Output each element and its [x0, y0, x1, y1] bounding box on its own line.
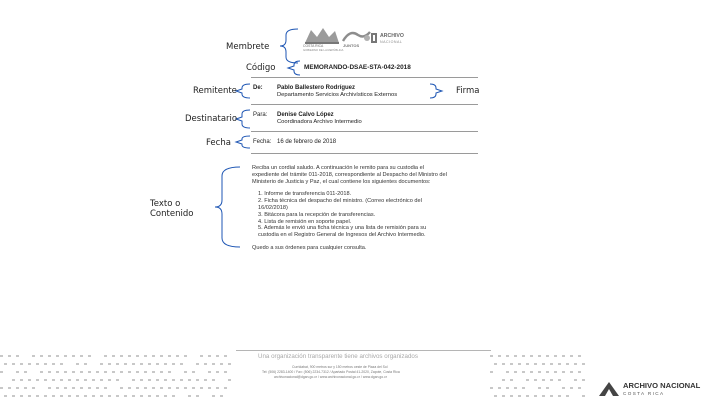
- pattern-dot: [192, 387, 195, 389]
- pattern-dot: [16, 387, 19, 389]
- pattern-dot: [522, 387, 525, 389]
- pattern-dot: [558, 379, 561, 381]
- de-name: Pablo Ballestero Rodríguez: [277, 85, 356, 91]
- pattern-dot: [546, 387, 549, 389]
- pattern-dot: [164, 379, 167, 381]
- pattern-dot: [562, 371, 565, 373]
- list-item: 4. Lista de remisión en soporte papel.: [258, 218, 352, 225]
- pattern-dot: [20, 363, 23, 365]
- pattern-dot: [56, 387, 59, 389]
- pattern-dot: [148, 363, 151, 365]
- pattern-dot: [216, 371, 219, 373]
- divider-3: [251, 153, 478, 154]
- de-label: De:: [253, 85, 263, 91]
- pattern-dot: [44, 395, 47, 397]
- pattern-dot: [184, 355, 187, 357]
- pattern-dot: [554, 355, 557, 357]
- pattern-dot: [112, 355, 115, 357]
- costa-rica-logo: [303, 25, 344, 52]
- logo-juntos: JUNTOS: [343, 43, 360, 48]
- annotation-firma: Firma: [456, 86, 480, 96]
- pattern-dot: [96, 387, 99, 389]
- body-list: [252, 191, 447, 239]
- pattern-dot: [172, 379, 175, 381]
- bracket-membrete: [280, 29, 298, 63]
- pattern-dot: [542, 363, 545, 365]
- pattern-dot: [84, 379, 87, 381]
- pattern-dot: [204, 379, 207, 381]
- pattern-dot: [64, 371, 67, 373]
- pattern-dot: [108, 363, 111, 365]
- logo-archivo: ARCHIVO: [380, 33, 404, 39]
- pattern-dot: [220, 395, 223, 397]
- body-closing: Quedo a sus órdenes para cualquier consulta.: [252, 244, 367, 251]
- pattern-dot: [510, 395, 513, 397]
- pattern-dot: [578, 355, 581, 357]
- pattern-dot: [534, 363, 537, 365]
- pattern-dot: [558, 363, 561, 365]
- pattern-dot: [152, 387, 155, 389]
- pattern-dot: [60, 363, 63, 365]
- pattern-dot: [24, 371, 27, 373]
- pattern-dot: [72, 371, 75, 373]
- de-dept: Departamento Servicios Archivísticos Externos: [277, 92, 398, 98]
- pattern-dot: [128, 371, 131, 373]
- pattern-dot: [92, 395, 95, 397]
- bracket-firma: [430, 84, 442, 98]
- pattern-dot: [184, 387, 187, 389]
- pattern-dot: [116, 379, 119, 381]
- pattern-dot: [156, 379, 159, 381]
- pattern-dot: [228, 379, 231, 381]
- pattern-dot: [506, 355, 509, 357]
- para-label: Para:: [253, 112, 268, 118]
- pattern-dot: [140, 395, 143, 397]
- pattern-dot: [582, 363, 585, 365]
- pattern-dot: [48, 387, 51, 389]
- body-line-3: Ministerio de Justicia y Paz, el cual contiene los siguientes documentos:: [252, 178, 431, 185]
- memo-code: MEMORANDO-DSAE-STA-042-2018: [304, 64, 411, 71]
- pattern-dot: [160, 355, 163, 357]
- pattern-dot: [16, 371, 19, 373]
- pattern-dot: [76, 395, 79, 397]
- pattern-dot: [132, 395, 135, 397]
- pattern-dot: [60, 379, 63, 381]
- pattern-dot: [522, 371, 525, 373]
- pattern-dot: [542, 395, 545, 397]
- pattern-dot: [140, 363, 143, 365]
- pattern-dot: [132, 379, 135, 381]
- pattern-dot: [518, 395, 521, 397]
- pattern-dot: [36, 395, 39, 397]
- pattern-dot: [494, 363, 497, 365]
- pattern-dot: [128, 387, 131, 389]
- pattern-dot: [216, 387, 219, 389]
- bracket-codigo: [288, 61, 300, 75]
- pattern-dot: [20, 395, 23, 397]
- pattern-dot: [88, 355, 91, 357]
- annotation-fecha: Fecha: [206, 138, 231, 148]
- pattern-dot: [550, 395, 553, 397]
- annotation-texto-2: Contenido: [150, 209, 194, 219]
- costa-rica-emblem-icon: [303, 25, 341, 45]
- dot-pattern-left: [0, 355, 240, 405]
- archivo-emblem-icon: [370, 32, 378, 44]
- pattern-dot: [494, 395, 497, 397]
- pattern-dot: [582, 379, 585, 381]
- pattern-dot: [172, 395, 175, 397]
- list-item: 3. Bitácora para la recepción de transferencias.: [258, 211, 376, 218]
- logo-center-top: COSTA RICA: [303, 44, 324, 48]
- pattern-dot: [160, 371, 163, 373]
- annotation-codigo: Código: [246, 63, 276, 73]
- pattern-dot: [28, 363, 31, 365]
- pattern-dot: [16, 355, 19, 357]
- pattern-dot: [196, 363, 199, 365]
- pattern-dot: [120, 371, 123, 373]
- footer-line-1: Curridabat, 900 metros sur y 150 metros oeste de Plaza del Sol: [292, 365, 388, 369]
- annotation-membrete: Membrete: [226, 42, 270, 52]
- pattern-dot: [160, 387, 163, 389]
- pattern-dot: [510, 379, 513, 381]
- pattern-dot: [0, 387, 3, 389]
- pattern-dot: [120, 355, 123, 357]
- pattern-dot: [574, 363, 577, 365]
- pattern-dot: [64, 355, 67, 357]
- pattern-dot: [12, 379, 15, 381]
- pattern-dot: [582, 395, 585, 397]
- para-name: Denise Calvo López: [277, 112, 334, 118]
- pattern-dot: [566, 363, 569, 365]
- body-line-1: Reciba un cordial saludo. A continuación le remito para su custodia el: [252, 165, 424, 171]
- pattern-dot: [148, 379, 151, 381]
- dot-pattern-right: [490, 355, 590, 405]
- pattern-dot: [212, 379, 215, 381]
- pattern-dot: [522, 355, 525, 357]
- divider-2: [251, 131, 478, 132]
- pattern-dot: [498, 387, 501, 389]
- pattern-dot: [100, 363, 103, 365]
- divider-1: [251, 104, 478, 105]
- pattern-dot: [36, 379, 39, 381]
- pattern-dot: [28, 379, 31, 381]
- pattern-dot: [204, 363, 207, 365]
- pattern-dot: [550, 379, 553, 381]
- pattern-dot: [228, 363, 231, 365]
- list-item: 2. Ficha técnica del despacho del ministro. (Correo electrónico del: [258, 198, 422, 205]
- pattern-dot: [76, 379, 79, 381]
- pattern-dot: [116, 395, 119, 397]
- pattern-dot: [224, 355, 227, 357]
- pattern-dot: [176, 387, 179, 389]
- pattern-dot: [80, 355, 83, 357]
- pattern-dot: [48, 355, 51, 357]
- pattern-dot: [578, 387, 581, 389]
- pattern-dot: [88, 387, 91, 389]
- bracket-texto: [215, 167, 240, 247]
- pattern-dot: [76, 363, 79, 365]
- annotation-remitente: Remitente: [193, 86, 237, 96]
- footer-divider: [236, 350, 491, 351]
- pattern-dot: [208, 355, 211, 357]
- pattern-dot: [534, 395, 537, 397]
- bracket-remitente: [236, 84, 250, 98]
- pattern-dot: [56, 355, 59, 357]
- pattern-dot: [550, 363, 553, 365]
- divider-top: [251, 77, 478, 78]
- footer-slogan: Una organización transparente tiene archivos organizados: [258, 353, 418, 360]
- logo-center-sub: GOBIERNO DE LA REPÚBLICA: [303, 48, 344, 52]
- pattern-dot: [24, 387, 27, 389]
- pattern-dot: [152, 355, 155, 357]
- para-dept: Coordinadora Archivo Intermedio: [277, 119, 362, 125]
- pattern-dot: [80, 387, 83, 389]
- pattern-dot: [92, 379, 95, 381]
- list-item: 5. Además le envió una ficha técnica y una lista de remisión para su: [258, 225, 427, 232]
- pattern-dot: [220, 363, 223, 365]
- pattern-dot: [546, 371, 549, 373]
- pattern-dot: [498, 355, 501, 357]
- list-item: 16/02/2018): [258, 204, 288, 211]
- bracket-fecha: [236, 136, 250, 148]
- pattern-dot: [570, 371, 573, 373]
- pattern-dot: [506, 387, 509, 389]
- pattern-dot: [104, 371, 107, 373]
- annotation-texto-1: Texto o: [150, 199, 181, 209]
- pattern-dot: [164, 395, 167, 397]
- pattern-dot: [490, 371, 493, 373]
- pattern-dot: [546, 355, 549, 357]
- pattern-dot: [526, 363, 529, 365]
- pattern-dot: [200, 355, 203, 357]
- pattern-dot: [8, 387, 11, 389]
- pattern-dot: [12, 395, 15, 397]
- pattern-dot: [12, 363, 15, 365]
- pattern-dot: [40, 355, 43, 357]
- pattern-dot: [56, 371, 59, 373]
- fecha-label: Fecha:: [253, 139, 272, 145]
- pattern-dot: [542, 379, 545, 381]
- footer-line-2: Tel: (506) 2283-1400 / Fax: (506) 2234-7312 / Apartado Postal 41-2020, Zapote, Costa Rica: [262, 370, 400, 374]
- pattern-dot: [502, 379, 505, 381]
- pattern-dot: [60, 395, 63, 397]
- fecha-value: 16 de febrero de 2018: [277, 139, 337, 145]
- pattern-dot: [570, 387, 573, 389]
- pattern-dot: [156, 395, 159, 397]
- pattern-dot: [168, 387, 171, 389]
- pattern-dot: [128, 355, 131, 357]
- pattern-dot: [558, 395, 561, 397]
- pattern-dot: [216, 355, 219, 357]
- pattern-dot: [180, 363, 183, 365]
- pattern-dot: [200, 387, 203, 389]
- pattern-dot: [152, 371, 155, 373]
- pattern-dot: [188, 379, 191, 381]
- pattern-dot: [136, 387, 139, 389]
- pattern-dot: [132, 363, 135, 365]
- pattern-dot: [140, 379, 143, 381]
- archivo-logo: [370, 28, 410, 52]
- pattern-dot: [172, 363, 175, 365]
- pattern-dot: [112, 371, 115, 373]
- list-item: 1. Informe de transferencia 011-2018.: [258, 191, 352, 198]
- body-line-2: expediente del trámite 011-2018, correspondiente al Despacho del Ministro del: [252, 171, 447, 178]
- pattern-dot: [20, 379, 23, 381]
- pattern-dot: [28, 395, 31, 397]
- pattern-dot: [530, 355, 533, 357]
- memo-body: [252, 165, 447, 252]
- annotation-destinatario: Destinatario: [185, 114, 238, 124]
- pattern-dot: [108, 395, 111, 397]
- pattern-dot: [562, 355, 565, 357]
- pattern-dot: [136, 371, 139, 373]
- pattern-dot: [534, 379, 537, 381]
- pattern-dot: [0, 355, 3, 357]
- pattern-dot: [514, 387, 517, 389]
- pattern-dot: [514, 371, 517, 373]
- pattern-dot: [44, 379, 47, 381]
- pattern-dot: [184, 371, 187, 373]
- pattern-dot: [104, 355, 107, 357]
- pattern-dot: [116, 363, 119, 365]
- pattern-dot: [84, 395, 87, 397]
- pattern-dot: [104, 387, 107, 389]
- pattern-dot: [208, 387, 211, 389]
- archivo-nacional-brand: [598, 378, 720, 402]
- pattern-dot: [208, 371, 211, 373]
- pattern-dot: [518, 363, 521, 365]
- pattern-dot: [4, 363, 7, 365]
- pattern-dot: [526, 379, 529, 381]
- pattern-dot: [196, 395, 199, 397]
- pattern-dot: [48, 371, 51, 373]
- pattern-dot: [530, 371, 533, 373]
- pattern-dot: [124, 363, 127, 365]
- pattern-dot: [490, 387, 493, 389]
- pattern-dot: [52, 379, 55, 381]
- pattern-dot: [44, 363, 47, 365]
- pattern-dot: [168, 355, 171, 357]
- pattern-dot: [4, 395, 7, 397]
- pattern-dot: [136, 355, 139, 357]
- pattern-dot: [68, 379, 71, 381]
- pattern-dot: [570, 355, 573, 357]
- pattern-dot: [68, 395, 71, 397]
- pattern-dot: [538, 387, 541, 389]
- pattern-dot: [148, 395, 151, 397]
- archivo-nacional-emblem-icon: [598, 380, 620, 398]
- pattern-dot: [514, 355, 517, 357]
- logo-archivo-sub: NACIONAL: [380, 40, 403, 44]
- pattern-dot: [36, 363, 39, 365]
- pattern-dot: [100, 395, 103, 397]
- pattern-dot: [538, 371, 541, 373]
- pattern-dot: [52, 363, 55, 365]
- pattern-dot: [168, 371, 171, 373]
- bracket-destinatario: [236, 110, 250, 128]
- pattern-dot: [180, 379, 183, 381]
- pattern-dot: [52, 395, 55, 397]
- pattern-dot: [64, 387, 67, 389]
- pattern-dot: [0, 371, 3, 373]
- pattern-dot: [506, 371, 509, 373]
- pattern-dot: [156, 363, 159, 365]
- pattern-dot: [88, 371, 91, 373]
- pattern-dot: [32, 355, 35, 357]
- pattern-dot: [176, 355, 179, 357]
- pattern-dot: [72, 355, 75, 357]
- pattern-dot: [100, 379, 103, 381]
- pattern-dot: [212, 395, 215, 397]
- pattern-dot: [578, 371, 581, 373]
- pattern-dot: [124, 395, 127, 397]
- pattern-dot: [212, 363, 215, 365]
- pattern-dot: [490, 355, 493, 357]
- pattern-dot: [144, 387, 147, 389]
- pattern-dot: [72, 387, 75, 389]
- pattern-dot: [144, 355, 147, 357]
- pattern-dot: [108, 379, 111, 381]
- pattern-dot: [8, 355, 11, 357]
- pattern-dot: [192, 371, 195, 373]
- pattern-dot: [40, 371, 43, 373]
- pattern-dot: [510, 363, 513, 365]
- juntos-logo: [340, 29, 372, 51]
- pattern-dot: [574, 379, 577, 381]
- pattern-dot: [80, 371, 83, 373]
- list-item: custodia en el Registro General de Ingresos del Archivo Intermedio.: [258, 232, 426, 239]
- pattern-dot: [84, 363, 87, 365]
- pattern-dot: [562, 387, 565, 389]
- pattern-dot: [566, 395, 569, 397]
- pattern-dot: [502, 363, 505, 365]
- pattern-dot: [96, 371, 99, 373]
- pattern-dot: [224, 387, 227, 389]
- pattern-dot: [526, 395, 529, 397]
- footer-line-3: archivonacional@dgan.go.cr / www.archivonacional.go.cr / www.dgan.go.cr: [274, 375, 387, 379]
- pattern-dot: [188, 395, 191, 397]
- pattern-dot: [32, 387, 35, 389]
- pattern-dot: [502, 395, 505, 397]
- brand-name: ARCHIVO NACIONAL: [623, 381, 701, 390]
- pattern-dot: [538, 355, 541, 357]
- pattern-dot: [224, 371, 227, 373]
- juntos-swirl-icon: [340, 29, 372, 43]
- pattern-dot: [164, 363, 167, 365]
- pattern-dot: [554, 371, 557, 373]
- pattern-dot: [120, 387, 123, 389]
- pattern-dot: [196, 379, 199, 381]
- pattern-dot: [144, 371, 147, 373]
- brand-sub: COSTA RICA: [623, 391, 665, 396]
